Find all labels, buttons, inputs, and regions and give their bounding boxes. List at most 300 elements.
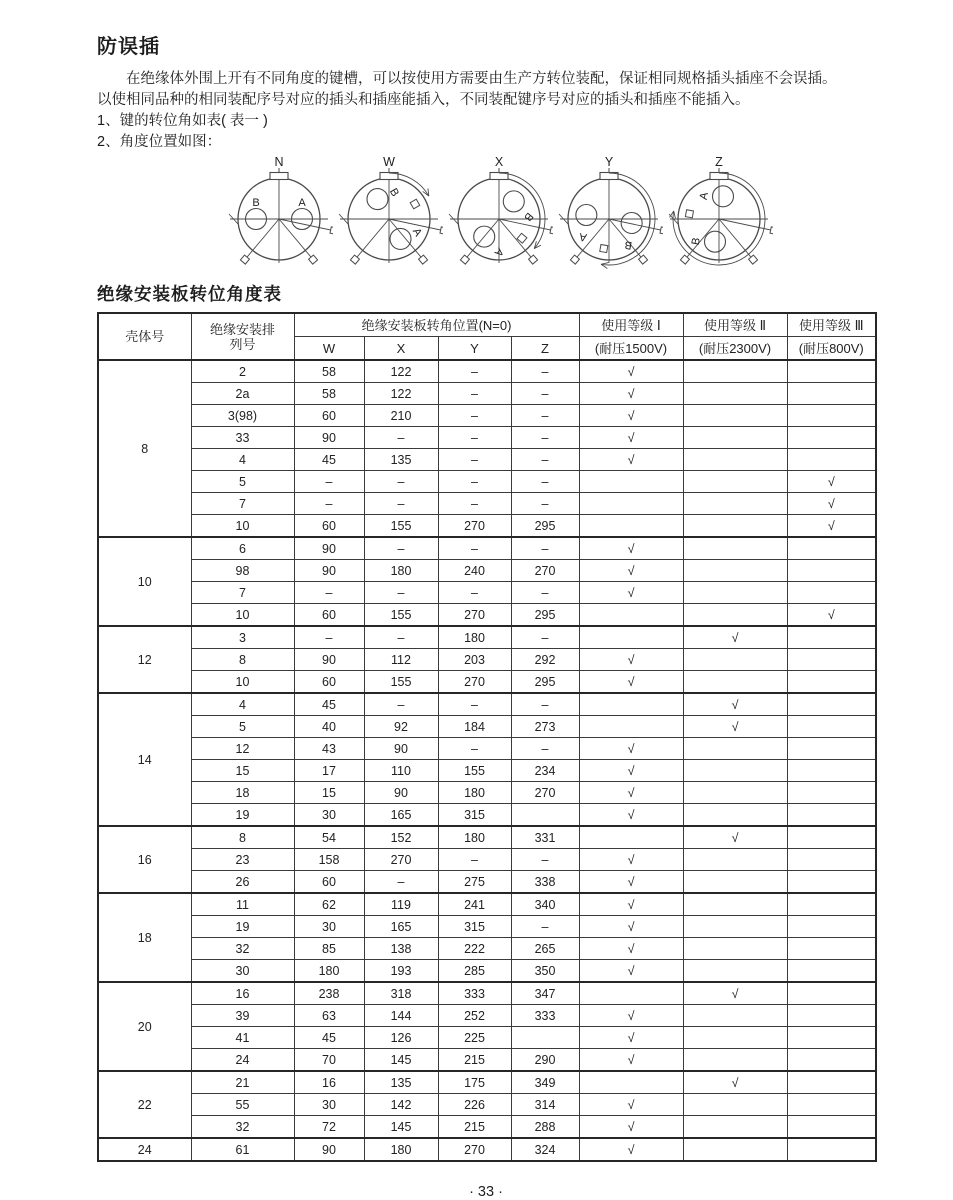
angle-z: – (511, 360, 579, 383)
angle-x: 180 (364, 560, 438, 582)
level-3-mark (787, 916, 876, 938)
col-header-shell: 壳体号 (98, 313, 191, 360)
level-3-mark: √ (787, 471, 876, 493)
level-3-mark (787, 1049, 876, 1072)
table-title: 绝缘安装板转位角度表 (97, 284, 282, 304)
level-3-mark (787, 1116, 876, 1139)
angle-z: 347 (511, 982, 579, 1005)
arrangement-number: 19 (191, 916, 294, 938)
angle-z: – (511, 693, 579, 716)
col-header-level-2: 使用等级 Ⅱ (683, 313, 787, 337)
level-2-mark (683, 1027, 787, 1049)
level-2-mark: √ (683, 826, 787, 849)
table-row (98, 893, 876, 916)
angle-z: 338 (511, 871, 579, 894)
angle-y: – (438, 427, 511, 449)
angle-y: – (438, 693, 511, 716)
diagram-contact-label: A (697, 191, 711, 201)
angle-y: – (438, 849, 511, 871)
angle-z (511, 804, 579, 827)
angle-w: 70 (294, 1049, 364, 1072)
angle-z: 349 (511, 1071, 579, 1094)
table-row (98, 360, 876, 383)
level-3-mark (787, 582, 876, 604)
table-row (98, 449, 876, 471)
angle-y: – (438, 537, 511, 560)
angle-x: 152 (364, 826, 438, 849)
level-2-mark (683, 782, 787, 804)
angle-x: 193 (364, 960, 438, 983)
angle-x: 270 (364, 849, 438, 871)
angle-y: – (438, 383, 511, 405)
level-3-mark (787, 938, 876, 960)
angle-z: – (511, 849, 579, 871)
angle-w: 238 (294, 982, 364, 1005)
angle-z: 292 (511, 649, 579, 671)
list-item-rotation-table-note: 1、键的转位角如表( 表一 ) (97, 113, 268, 129)
level-1-mark: √ (579, 1138, 683, 1161)
diagram-contact-label: B (521, 209, 536, 224)
angle-w: 90 (294, 560, 364, 582)
angle-y: – (438, 471, 511, 493)
angle-z: – (511, 427, 579, 449)
angle-x: 318 (364, 982, 438, 1005)
angle-x: 135 (364, 1071, 438, 1094)
angle-z: 273 (511, 716, 579, 738)
arrangement-number: 7 (191, 493, 294, 515)
arrangement-number: 21 (191, 1071, 294, 1094)
table-row (98, 649, 876, 671)
angle-z: 270 (511, 782, 579, 804)
col-header-level-3-voltage: (耐压800V) (787, 337, 876, 361)
table-row (98, 982, 876, 1005)
col-header-y: Y (438, 337, 511, 361)
angle-x: – (364, 537, 438, 560)
angle-x: 90 (364, 738, 438, 760)
level-2-mark (683, 871, 787, 894)
level-1-mark: √ (579, 383, 683, 405)
angle-w: 40 (294, 716, 364, 738)
angle-w: 158 (294, 849, 364, 871)
angle-w: 30 (294, 1094, 364, 1116)
angle-x: 92 (364, 716, 438, 738)
angle-y: 270 (438, 671, 511, 694)
level-3-mark (787, 1027, 876, 1049)
angle-w: 45 (294, 449, 364, 471)
angle-y: 180 (438, 626, 511, 649)
arrangement-number: 10 (191, 515, 294, 538)
level-1-mark (579, 471, 683, 493)
angle-w: 72 (294, 1116, 364, 1139)
arrangement-number: 11 (191, 893, 294, 916)
angle-z: – (511, 493, 579, 515)
arrangement-number: 3 (191, 626, 294, 649)
level-1-mark: √ (579, 560, 683, 582)
level-1-mark (579, 493, 683, 515)
col-header-w: W (294, 337, 364, 361)
level-3-mark (787, 560, 876, 582)
angle-y: – (438, 449, 511, 471)
angle-z: – (511, 916, 579, 938)
page-number: · 33 · (469, 1184, 503, 1200)
arrangement-number: 5 (191, 716, 294, 738)
level-2-mark (683, 649, 787, 671)
angle-z: 234 (511, 760, 579, 782)
angle-x: – (364, 693, 438, 716)
angle-w: 30 (294, 916, 364, 938)
angle-w: 30 (294, 804, 364, 827)
table-row (98, 916, 876, 938)
level-3-mark (787, 427, 876, 449)
angle-z: 290 (511, 1049, 579, 1072)
angle-w: 63 (294, 1005, 364, 1027)
table-row (98, 693, 876, 716)
table-row (98, 938, 876, 960)
level-2-mark (683, 515, 787, 538)
level-3-mark (787, 960, 876, 983)
angle-x: 155 (364, 604, 438, 627)
diagram-contact-label: A (578, 230, 588, 244)
intro-paragraph-line-1: 在绝缘体外围上开有不同角度的键槽，可以按使用方需要由生产方转位装配，保证相同规格插头插座不会误插。 (126, 71, 837, 87)
arrangement-number: 19 (191, 804, 294, 827)
level-2-mark: √ (683, 626, 787, 649)
angle-w: 58 (294, 360, 364, 383)
col-header-z: Z (511, 337, 579, 361)
diagram-position-label: W (383, 155, 395, 169)
shell-number: 8 (98, 360, 191, 537)
angle-w: 17 (294, 760, 364, 782)
level-3-mark (787, 782, 876, 804)
level-1-mark: √ (579, 1049, 683, 1072)
diagram-position-label: Y (604, 155, 614, 169)
level-3-mark (787, 804, 876, 827)
angle-x: 145 (364, 1116, 438, 1139)
angle-y: 270 (438, 604, 511, 627)
angle-z: – (511, 471, 579, 493)
level-1-mark (579, 716, 683, 738)
arrangement-number: 7 (191, 582, 294, 604)
level-1-mark: √ (579, 1005, 683, 1027)
col-header-position-group: 绝缘安装板转角位置(N=0) (294, 313, 579, 337)
level-1-mark (579, 1071, 683, 1094)
level-1-mark (579, 626, 683, 649)
table-row (98, 804, 876, 827)
level-1-mark: √ (579, 916, 683, 938)
level-3-mark (787, 738, 876, 760)
angle-x: 155 (364, 671, 438, 694)
angle-z: – (511, 626, 579, 649)
level-1-mark: √ (579, 360, 683, 383)
level-3-mark (787, 671, 876, 694)
angle-z: 333 (511, 1005, 579, 1027)
page-title: 防误插 (97, 36, 160, 58)
angle-x: 135 (364, 449, 438, 471)
angle-w: 62 (294, 893, 364, 916)
angle-x: 122 (364, 360, 438, 383)
angle-y: – (438, 360, 511, 383)
level-3-mark (787, 383, 876, 405)
arrangement-number: 24 (191, 1049, 294, 1072)
angle-w: 54 (294, 826, 364, 849)
level-2-mark: √ (683, 716, 787, 738)
angle-z: – (511, 582, 579, 604)
level-1-mark: √ (579, 893, 683, 916)
angle-z: – (511, 537, 579, 560)
angle-x: – (364, 471, 438, 493)
arrangement-number: 5 (191, 471, 294, 493)
arrangement-number: 33 (191, 427, 294, 449)
table-row (98, 716, 876, 738)
table-row (98, 383, 876, 405)
angle-y: 155 (438, 760, 511, 782)
level-2-mark (683, 537, 787, 560)
level-1-mark: √ (579, 960, 683, 983)
angle-z: 331 (511, 826, 579, 849)
angle-y: 180 (438, 782, 511, 804)
diagram-position-label: N (274, 155, 284, 169)
arrangement-number: 16 (191, 982, 294, 1005)
angle-z: 350 (511, 960, 579, 983)
table-row (98, 671, 876, 694)
angle-y: 315 (438, 916, 511, 938)
arrangement-number: 61 (191, 1138, 294, 1161)
angle-x: – (364, 871, 438, 894)
table-row (98, 782, 876, 804)
angle-w: 60 (294, 671, 364, 694)
angle-y: 240 (438, 560, 511, 582)
angle-diagram-X (445, 155, 553, 271)
angle-x: 138 (364, 938, 438, 960)
col-header-level-3: 使用等级 Ⅲ (787, 313, 876, 337)
angle-y: 180 (438, 826, 511, 849)
level-1-mark: √ (579, 1116, 683, 1139)
arrangement-number: 26 (191, 871, 294, 894)
level-1-mark (579, 982, 683, 1005)
table-row (98, 960, 876, 983)
angle-y: 275 (438, 871, 511, 894)
shell-number: 10 (98, 537, 191, 626)
arrangement-number: 39 (191, 1005, 294, 1027)
angle-x: 126 (364, 1027, 438, 1049)
level-3-mark (787, 360, 876, 383)
angle-w: – (294, 493, 364, 515)
angle-w: 15 (294, 782, 364, 804)
arrangement-number: 18 (191, 782, 294, 804)
intro-paragraph-line-2: 以使相同品种的相同装配序号对应的插头和插座能插入，不同装配键序号对应的插头和插座不能插入。 (97, 92, 750, 108)
level-1-mark: √ (579, 760, 683, 782)
level-2-mark (683, 938, 787, 960)
angle-z: 340 (511, 893, 579, 916)
angle-x: 142 (364, 1094, 438, 1116)
table-row (98, 582, 876, 604)
angle-z: 288 (511, 1116, 579, 1139)
angle-w: 60 (294, 515, 364, 538)
angle-w: 90 (294, 649, 364, 671)
angle-w: – (294, 582, 364, 604)
angle-w: 90 (294, 427, 364, 449)
level-1-mark (579, 826, 683, 849)
arrangement-number: 3(98) (191, 405, 294, 427)
level-3-mark (787, 893, 876, 916)
col-header-level-1: 使用等级 Ⅰ (579, 313, 683, 337)
level-2-mark (683, 1094, 787, 1116)
level-3-mark (787, 871, 876, 894)
angle-w: 45 (294, 693, 364, 716)
level-1-mark: √ (579, 871, 683, 894)
arrangement-number: 8 (191, 826, 294, 849)
table-row (98, 871, 876, 894)
angle-w: 180 (294, 960, 364, 983)
angle-x: 112 (364, 649, 438, 671)
angle-z: – (511, 405, 579, 427)
table-row (98, 604, 876, 627)
arrangement-number: 10 (191, 604, 294, 627)
level-3-mark (787, 1138, 876, 1161)
level-3-mark (787, 405, 876, 427)
angle-y: 270 (438, 515, 511, 538)
level-2-mark (683, 916, 787, 938)
level-3-mark (787, 693, 876, 716)
angle-y: 184 (438, 716, 511, 738)
level-1-mark: √ (579, 449, 683, 471)
angle-w: – (294, 471, 364, 493)
level-3-mark (787, 1094, 876, 1116)
level-1-mark: √ (579, 804, 683, 827)
table-row (98, 1005, 876, 1027)
level-2-mark (683, 493, 787, 515)
angle-w: 60 (294, 405, 364, 427)
level-3-mark (787, 760, 876, 782)
arrangement-number: 2 (191, 360, 294, 383)
angle-y: 175 (438, 1071, 511, 1094)
arrangement-number: 30 (191, 960, 294, 983)
level-3-mark (787, 449, 876, 471)
angle-z: 314 (511, 1094, 579, 1116)
angle-y: 215 (438, 1049, 511, 1072)
angle-y: 222 (438, 938, 511, 960)
diagram-contact-label: A (298, 197, 306, 209)
level-3-mark (787, 1071, 876, 1094)
level-1-mark: √ (579, 427, 683, 449)
level-1-mark: √ (579, 649, 683, 671)
level-1-mark: √ (579, 671, 683, 694)
angle-y: – (438, 405, 511, 427)
diagram-contact-label: A (409, 226, 424, 239)
angle-x: 122 (364, 383, 438, 405)
angle-y: – (438, 738, 511, 760)
level-1-mark: √ (579, 537, 683, 560)
col-header-arrangement: 绝缘安装排列号 (191, 313, 294, 360)
level-2-mark (683, 671, 787, 694)
col-header-level-1-voltage: (耐压1500V) (579, 337, 683, 361)
angle-x: – (364, 582, 438, 604)
angle-w: 43 (294, 738, 364, 760)
level-1-mark (579, 604, 683, 627)
arrangement-number: 32 (191, 1116, 294, 1139)
level-2-mark (683, 804, 787, 827)
angle-x: – (364, 493, 438, 515)
level-2-mark (683, 427, 787, 449)
arrangement-number: 23 (191, 849, 294, 871)
level-2-mark (683, 849, 787, 871)
level-3-mark (787, 626, 876, 649)
angle-diagram-Z (665, 155, 773, 271)
angle-w: – (294, 626, 364, 649)
level-2-mark (683, 760, 787, 782)
arrangement-number: 4 (191, 449, 294, 471)
angle-position-diagrams (225, 155, 883, 271)
angle-z: 324 (511, 1138, 579, 1161)
angle-z: 295 (511, 515, 579, 538)
level-2-mark (683, 360, 787, 383)
table-row (98, 849, 876, 871)
shell-number: 16 (98, 826, 191, 893)
level-2-mark (683, 893, 787, 916)
diagram-position-label: Z (715, 155, 723, 169)
level-1-mark: √ (579, 1094, 683, 1116)
level-3-mark (787, 1005, 876, 1027)
angle-w: 90 (294, 537, 364, 560)
rotation-angle-table (97, 312, 877, 1162)
level-2-mark: √ (683, 982, 787, 1005)
angle-z (511, 1027, 579, 1049)
table-row (98, 515, 876, 538)
table-row (98, 626, 876, 649)
angle-x: 165 (364, 916, 438, 938)
angle-y: 203 (438, 649, 511, 671)
level-1-mark: √ (579, 405, 683, 427)
level-3-mark (787, 849, 876, 871)
angle-y: 252 (438, 1005, 511, 1027)
angle-x: 144 (364, 1005, 438, 1027)
table-row (98, 493, 876, 515)
angle-diagram-W (335, 155, 443, 271)
angle-z: 295 (511, 604, 579, 627)
table-row (98, 471, 876, 493)
level-2-mark (683, 1116, 787, 1139)
arrangement-number: 32 (191, 938, 294, 960)
level-1-mark: √ (579, 849, 683, 871)
list-item-angle-position-note: 2、角度位置如图： (97, 134, 222, 150)
angle-x: – (364, 427, 438, 449)
level-1-mark (579, 515, 683, 538)
angle-x: 165 (364, 804, 438, 827)
level-2-mark: √ (683, 693, 787, 716)
angle-x: 90 (364, 782, 438, 804)
arrangement-number: 15 (191, 760, 294, 782)
angle-w: 16 (294, 1071, 364, 1094)
angle-x: 119 (364, 893, 438, 916)
angle-z: 295 (511, 671, 579, 694)
arrangement-number: 55 (191, 1094, 294, 1116)
arrangement-number: 8 (191, 649, 294, 671)
arrangement-number: 2a (191, 383, 294, 405)
arrangement-number: 10 (191, 671, 294, 694)
table-row (98, 1094, 876, 1116)
level-2-mark (683, 738, 787, 760)
angle-w: 60 (294, 871, 364, 894)
level-2-mark (683, 582, 787, 604)
arrangement-number: 12 (191, 738, 294, 760)
level-2-mark (683, 405, 787, 427)
diagram-contact-label: B (386, 186, 401, 199)
angle-w: 45 (294, 1027, 364, 1049)
angle-y: 270 (438, 1138, 511, 1161)
table-row (98, 537, 876, 560)
level-2-mark (683, 1049, 787, 1072)
diagram-contact-label: B (623, 238, 634, 252)
arrangement-number: 98 (191, 560, 294, 582)
